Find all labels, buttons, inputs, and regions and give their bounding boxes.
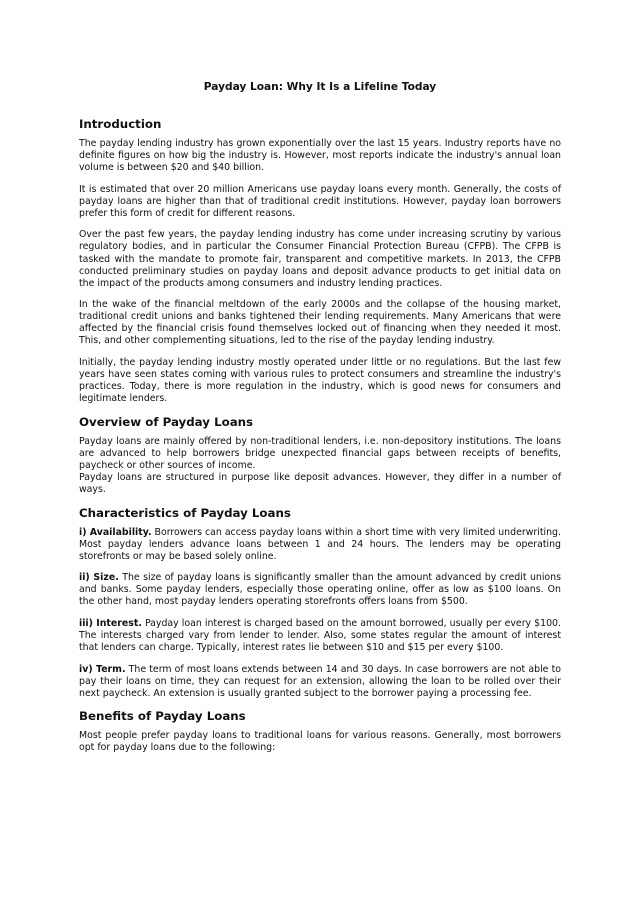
characteristic-text: Payday loan interest is charged based on the amount borrowed, usually per every $100. The interests charged vary from lender to lender. Also, some states regular the amount of interest that lenders can charge. Typically, interest rates lie between $10 and $15 per every $100. — [79, 617, 561, 654]
paragraph: Payday loans are structured in purpose like deposit advances. However, they differ in a number of ways. — [79, 472, 561, 496]
characteristics-section — [79, 506, 561, 700]
characteristic-text: The term of most loans extends between 14 and 30 days. In case borrowers are not able to pay their loans on time, they can request for an extension, allowing the loan to be rolled over their next paycheck. An extension is usually granted subject to the borrower paying a processing fee. — [79, 663, 562, 699]
characteristic-lead: iii) Interest. — [79, 617, 142, 629]
paragraph: Most people prefer payday loans to traditional loans for various reasons. Generally, most borrowers opt for payday loans due to the following: — [79, 730, 561, 754]
characteristic-term — [79, 664, 561, 700]
characteristics-heading: Characteristics of Payday Loans — [79, 505, 291, 520]
paragraph: Initially, the payday lending industry mostly operated under little or no regulations. But the last few years have seen states coming with various rules to protect consumers and streamline the industry's practices. Today, there is more regulation in the industry, which is good news for consumers and legitimate lenders. — [79, 356, 561, 405]
introduction-heading: Introduction — [79, 117, 162, 131]
characteristic-size — [79, 572, 561, 608]
benefits-section — [79, 709, 561, 754]
characteristic-text: Borrowers can access payday loans within a short time with very limited underwriting. Most payday lenders advance loans between 1 and 24 hours. The lenders may be operating storefronts or may be based solely online. — [79, 526, 561, 562]
paragraph: It is estimated that over 20 million Americans use payday loans every month. Generally, the costs of payday loans are higher than that of traditional credit institutions. However, payday loan borrowers prefer this form of credit for different reasons. — [79, 183, 561, 219]
document-body — [79, 117, 561, 764]
document-title: Payday Loan: Why It Is a Lifeline Today — [203, 81, 437, 93]
characteristic-lead: i) Availability. — [79, 526, 152, 538]
paragraph: In the wake of the financial meltdown of the early 2000s and the collapse of the housing market, traditional credit unions and banks tightened their lending requirements. Many Americans that were affected by the financial crisis found themselves locked out of financing when they needed it most. This, and other complementing situations, led to the rise of the payday lending industry. — [79, 299, 561, 347]
characteristic-lead: ii) Size. — [79, 572, 119, 584]
introduction-section — [79, 117, 561, 405]
paragraph: Over the past few years, the payday lending industry has come under increasing scrutiny by various regulatory bodies, and in particular the Consumer Financial Protection Bureau (CFPB). The CFPB is tasked with the mandate to promote fair, transparent and competitive markets. In 2013, the CFPB conducted preliminary studies on payday loans and deposit advance products to get initial data on the impact of the products among consumers and industry lending practices. — [79, 229, 561, 289]
paragraph: The payday lending industry has grown exponentially over the last 15 years. Industry reports have no definite figures on how big the industry is. However, most reports indicate the industry's annual loan volume is between $20 and $40 billion. — [79, 138, 561, 174]
benefits-heading: Benefits of Payday Loans — [79, 709, 246, 724]
characteristic-lead: iv) Term. — [79, 663, 126, 675]
characteristic-interest — [79, 618, 561, 654]
overview-heading: Overview of Payday Loans — [79, 414, 254, 429]
characteristic-text: The size of payday loans is significantly smaller than the amount advanced by credit unions and banks. Some payday lenders, especially those operating online, offer as low as $100 loans. On the other hand, most payday lenders operating storefronts offers loans from $500. — [79, 572, 561, 608]
characteristic-availability — [79, 527, 561, 563]
overview-section — [79, 415, 561, 496]
paragraph: Payday loans are mainly offered by non-traditional lenders, i.e. non-depository institutions. The loans are advanced to help borrowers bridge unexpected financial gaps between receipts of benefits, paycheck or other sources of income. — [79, 435, 561, 471]
